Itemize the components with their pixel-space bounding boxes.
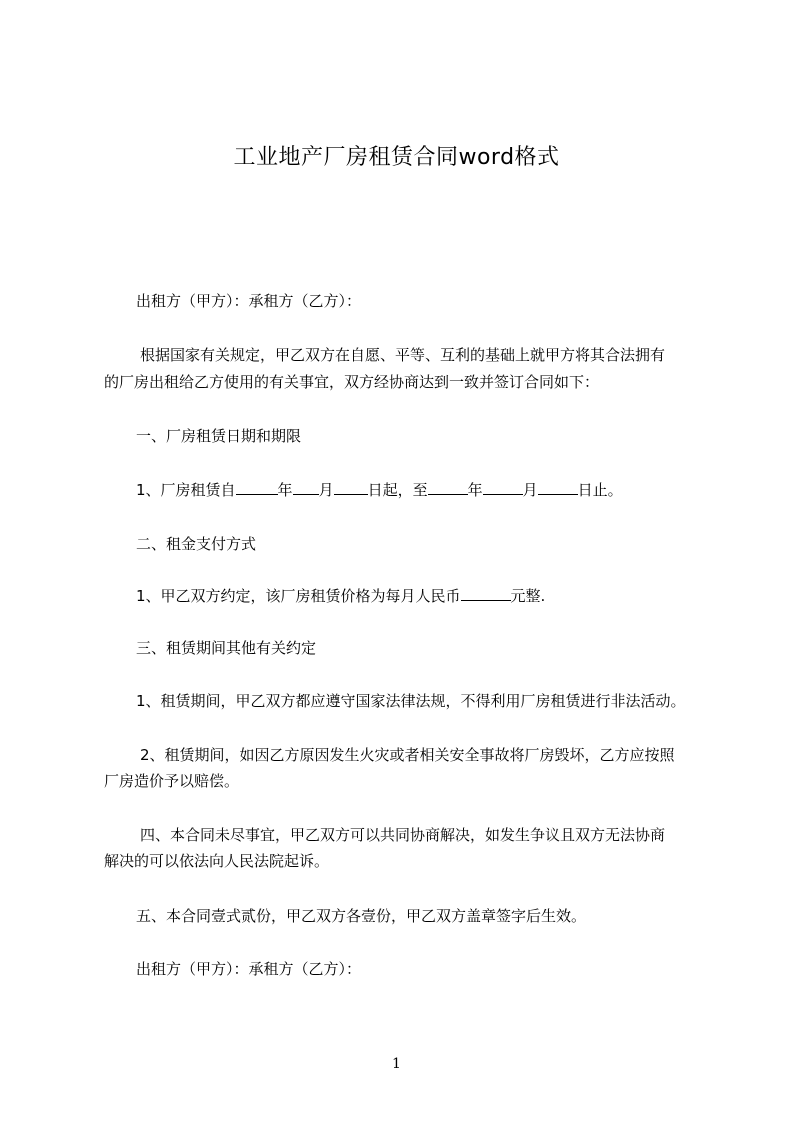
clause-text: 月 [318,481,334,499]
end-day-blank [538,480,578,495]
section-1-item-1 [104,475,756,506]
intro-line-2: 的厂房出租给乙方使用的有关事宜，双方经协商达到一致并签订合同如下： [104,373,600,391]
clause-text: 1、厂房租赁自 [136,481,236,499]
start-day-blank [334,480,368,495]
document-title: 工业地产厂房租赁合同word格式 [233,145,560,170]
page-number: 1 [392,1056,401,1072]
end-month-blank [483,480,523,495]
section-1-heading: 一、厂房租赁日期和期限 [136,427,302,445]
clause-text: 日止。 [577,481,623,499]
clause-text: 日起，至 [367,481,428,499]
rent-amount-blank [461,586,511,601]
start-year-blank [236,480,278,495]
clause-text: 1、甲乙双方约定，该厂房租赁价格为每月人民币 [136,587,461,605]
parties-bottom: 出租方（甲方）：承租方（乙方）： [136,960,362,978]
clause-text: 元整. [510,587,546,605]
clause-text: 年 [277,481,293,499]
section-3-item-2-line-1: 2、租赁期间，如因乙方原因发生火灾或者相关安全事故将厂房毁坏，乙方应按照 [140,746,675,764]
intro-line-1: 根据国家有关规定，甲乙双方在自愿、平等、互利的基础上就甲方将其合法拥有 [140,346,666,364]
section-2-item-1 [104,581,756,612]
end-year-blank [428,480,468,495]
section-4-line-1: 四、本合同未尽事宜，甲乙双方可以共同协商解决，如发生争议且双方无法协商 [140,826,666,844]
section-5: 五、本合同壹式贰份，甲乙双方各壹份，甲乙双方盖章签字后生效。 [136,907,587,925]
section-4-line-2: 解决的可以依法向人民法院起诉。 [104,852,330,870]
clause-text: 月 [522,481,538,499]
section-3-item-2-line-2: 厂房造价予以赔偿。 [104,772,240,790]
clause-text: 年 [467,481,483,499]
start-month-blank [293,480,319,495]
section-2-heading: 二、租金支付方式 [136,535,257,553]
parties-top: 出租方（甲方）：承租方（乙方）： [136,292,362,310]
section-3-heading: 三、租赁期间其他有关约定 [136,639,317,657]
section-3-item-1: 1、租赁期间，甲乙双方都应遵守国家法律法规，不得利用厂房租赁进行非法活动。 [136,692,686,710]
